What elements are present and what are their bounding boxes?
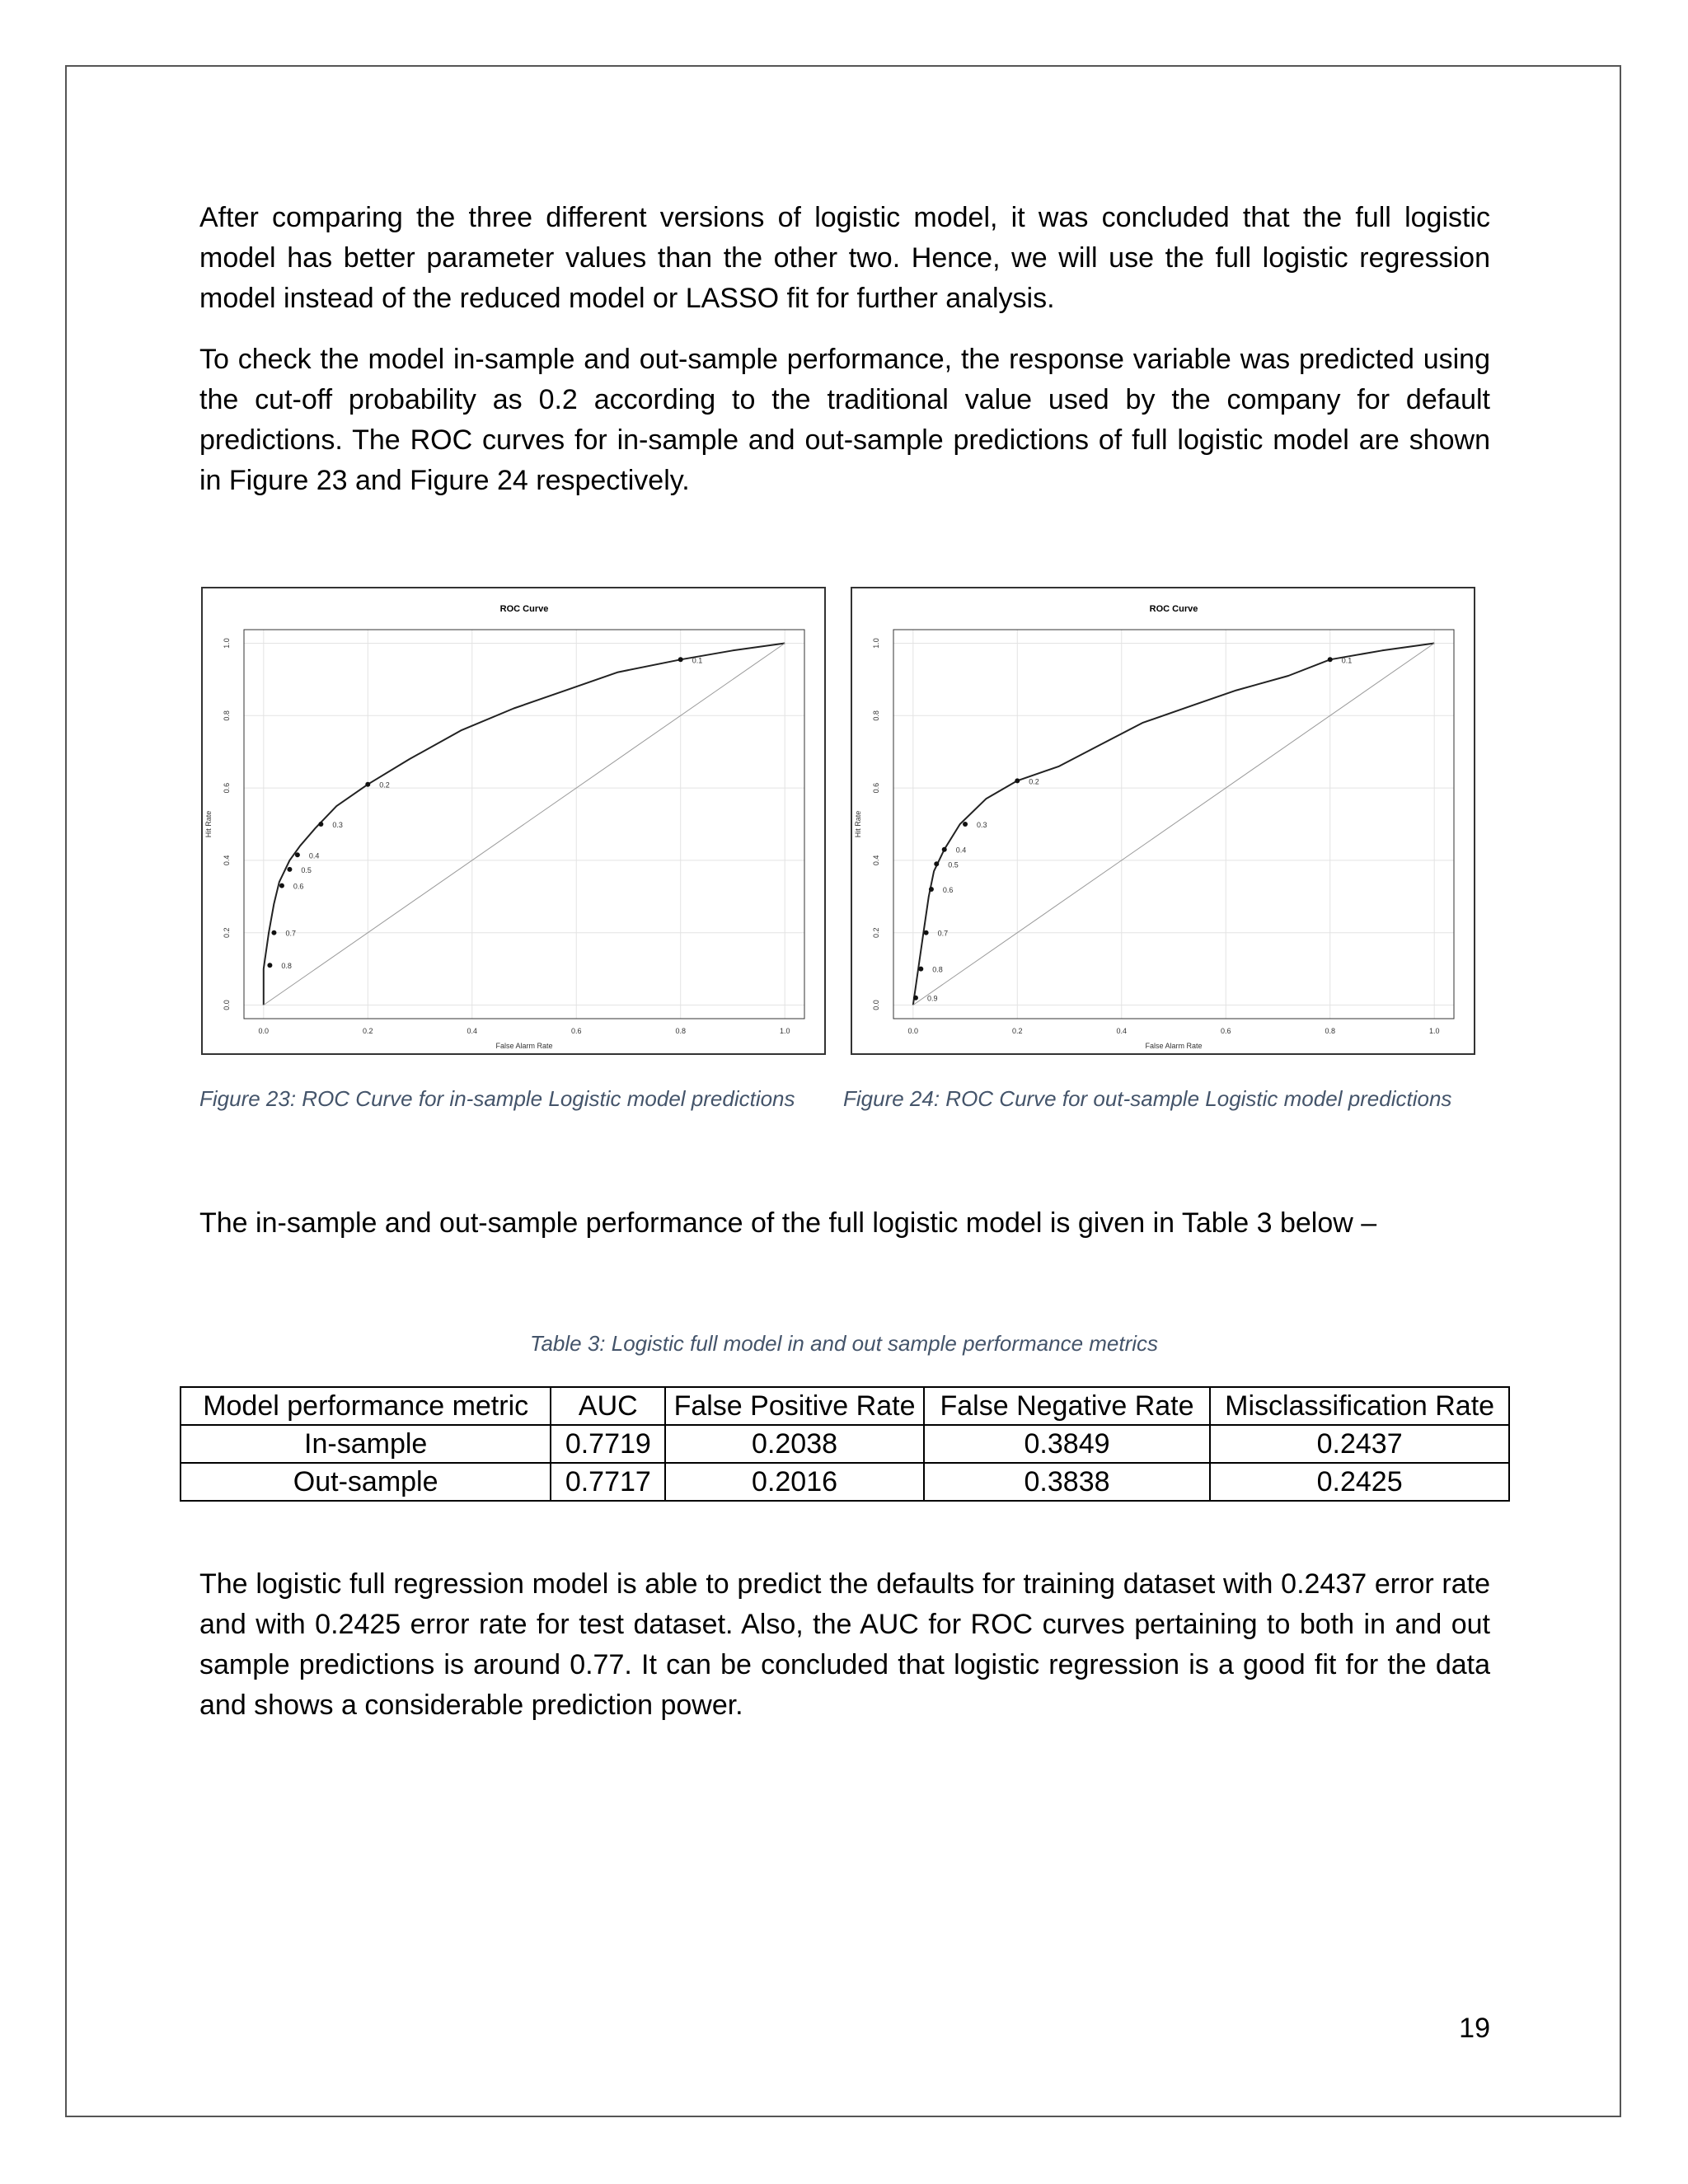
y-axis-label: Hit Rate (854, 810, 862, 838)
table-cell: In-sample (181, 1425, 551, 1463)
cutoff-label: 0.5 (301, 865, 312, 874)
header-false-negative-rate: False Negative Rate (924, 1387, 1210, 1425)
y-tick-label: 0.2 (223, 927, 231, 938)
y-tick-label: 0.6 (872, 782, 880, 794)
x-tick-label: 0.8 (675, 1027, 686, 1035)
x-tick-label: 0.6 (1220, 1027, 1231, 1035)
cutoff-label: 0.4 (308, 851, 320, 860)
cutoff-point (924, 930, 929, 935)
performance-metrics-table (180, 1386, 1510, 1502)
table-cell: 0.3838 (924, 1463, 1210, 1501)
cutoff-point (918, 967, 923, 972)
cutoff-point (929, 887, 934, 892)
table-header-row (181, 1387, 1509, 1425)
cutoff-label: 0.3 (977, 821, 987, 829)
paragraph-performance-check: To check the model in-sample and out-sample performance, the response variable was predicted using the cut-off probability as 0.2 according to the traditional value used by the company for default predictions. The ROC curves for in-sample and out-sample predictions of full logistic model are shown in Figure 23 and Figure 24 respectively. (199, 344, 1490, 496)
header-auc: AUC (551, 1387, 665, 1425)
cutoff-label: 0.2 (379, 780, 390, 790)
y-tick-label: 0.4 (223, 855, 231, 866)
table-cell: 0.7719 (551, 1425, 665, 1463)
y-tick-label: 0.0 (872, 1000, 880, 1010)
cutoff-point (1015, 778, 1020, 783)
y-tick-label: 1.0 (223, 638, 231, 649)
x-tick-label: 0.0 (907, 1027, 919, 1035)
cutoff-label: 0.5 (948, 860, 959, 869)
page-number: 19 (1459, 2013, 1490, 2044)
x-tick-label: 1.0 (779, 1027, 790, 1035)
cutoff-label: 0.8 (281, 962, 292, 971)
x-axis-label: False Alarm Rate (495, 1042, 553, 1050)
table-cell: 0.7717 (551, 1463, 665, 1501)
y-tick-label: 0.6 (223, 782, 231, 794)
cutoff-label: 0.9 (926, 994, 938, 1003)
table-cell: 0.2437 (1210, 1425, 1509, 1463)
y-tick-label: 1.0 (872, 638, 880, 649)
paragraph-model-comparison: After comparing the three different versions of logistic model, it was concluded that the full logistic model has better parameter values than the other two. Hence, we will use the full logistic regression model instead of the reduced model or LASSO fit for further analysis. (199, 202, 1490, 314)
x-tick-label: 0.6 (570, 1027, 582, 1035)
table-cell: 0.2038 (665, 1425, 924, 1463)
table-cell: 0.2016 (665, 1463, 924, 1501)
cutoff-point (318, 822, 323, 827)
cutoff-point (1328, 657, 1333, 662)
x-tick-label: 1.0 (1428, 1027, 1440, 1035)
paragraph-conclusion: The logistic full regression model is able to predict the defaults for training dataset with 0.2437 error rate and with 0.2425 error rate for test dataset. Also, the AUC for ROC curves pertaining to both in and out sample predictions is around 0.77. It can be concluded that logistic regression is a good fit for the data and shows a considerable prediction power. (199, 1568, 1490, 1721)
cutoff-label: 0.7 (285, 929, 296, 938)
diagonal-reference-line (913, 644, 1434, 1005)
cutoff-point (279, 883, 284, 888)
roc-chart-out-sample (852, 588, 1474, 1053)
cutoff-label: 0.4 (955, 846, 967, 855)
header-model-metric: Model performance metric (181, 1387, 551, 1425)
chart-title: ROC Curve (1149, 604, 1198, 614)
paragraph-table-intro: The in-sample and out-sample performance of the full logistic model is given in Table 3 below – (199, 1207, 1377, 1239)
x-tick-label: 0.4 (1116, 1027, 1128, 1035)
y-tick-label: 0.8 (872, 710, 880, 721)
figure-24-caption: Figure 24: ROC Curve for out-sample Logistic model predictions (843, 1086, 1452, 1111)
table-cell: 0.2425 (1210, 1463, 1509, 1501)
cutoff-point (942, 847, 947, 852)
cutoff-label: 0.2 (1029, 777, 1039, 786)
cutoff-point (934, 861, 939, 866)
table-3-caption: Table 3: Logistic full model in and out sample performance metrics (529, 1331, 1159, 1356)
cutoff-label: 0.6 (942, 886, 954, 895)
x-tick-label: 0.0 (258, 1027, 270, 1035)
header-misclassification-rate: Misclassification Rate (1210, 1387, 1509, 1425)
y-tick-label: 0.2 (872, 927, 880, 938)
cutoff-point (271, 930, 276, 935)
cutoff-point (365, 782, 370, 787)
table-cell: Out-sample (181, 1463, 551, 1501)
cutoff-label: 0.1 (692, 656, 703, 665)
cutoff-label: 0.3 (332, 821, 343, 829)
x-tick-label: 0.2 (363, 1027, 373, 1035)
table-cell: 0.3849 (924, 1425, 1210, 1463)
cutoff-point (913, 996, 918, 1001)
table-row (181, 1425, 1509, 1463)
table-row (181, 1463, 1509, 1501)
cutoff-label: 0.6 (293, 882, 304, 891)
cutoff-label: 0.7 (937, 929, 949, 938)
figure-24-roc-chart (851, 587, 1475, 1055)
y-axis-label: Hit Rate (204, 810, 213, 838)
x-tick-label: 0.4 (467, 1027, 478, 1035)
cutoff-point (287, 867, 292, 872)
y-tick-label: 0.0 (223, 1000, 231, 1010)
x-tick-label: 0.2 (1012, 1027, 1023, 1035)
header-false-positive-rate: False Positive Rate (665, 1387, 924, 1425)
x-axis-label: False Alarm Rate (1145, 1042, 1203, 1050)
cutoff-point (678, 657, 683, 662)
chart-title: ROC Curve (499, 604, 549, 614)
x-tick-label: 0.8 (1325, 1027, 1335, 1035)
figure-23-caption: Figure 23: ROC Curve for in-sample Logistic model predictions (199, 1086, 795, 1111)
cutoff-point (963, 822, 968, 827)
roc-chart-in-sample (203, 588, 824, 1053)
y-tick-label: 0.4 (872, 855, 880, 866)
cutoff-point (267, 963, 272, 968)
cutoff-point (295, 852, 300, 857)
cutoff-label: 0.1 (1341, 656, 1353, 665)
figure-23-roc-chart (201, 587, 826, 1055)
cutoff-label: 0.8 (932, 965, 943, 974)
y-tick-label: 0.8 (223, 710, 231, 721)
